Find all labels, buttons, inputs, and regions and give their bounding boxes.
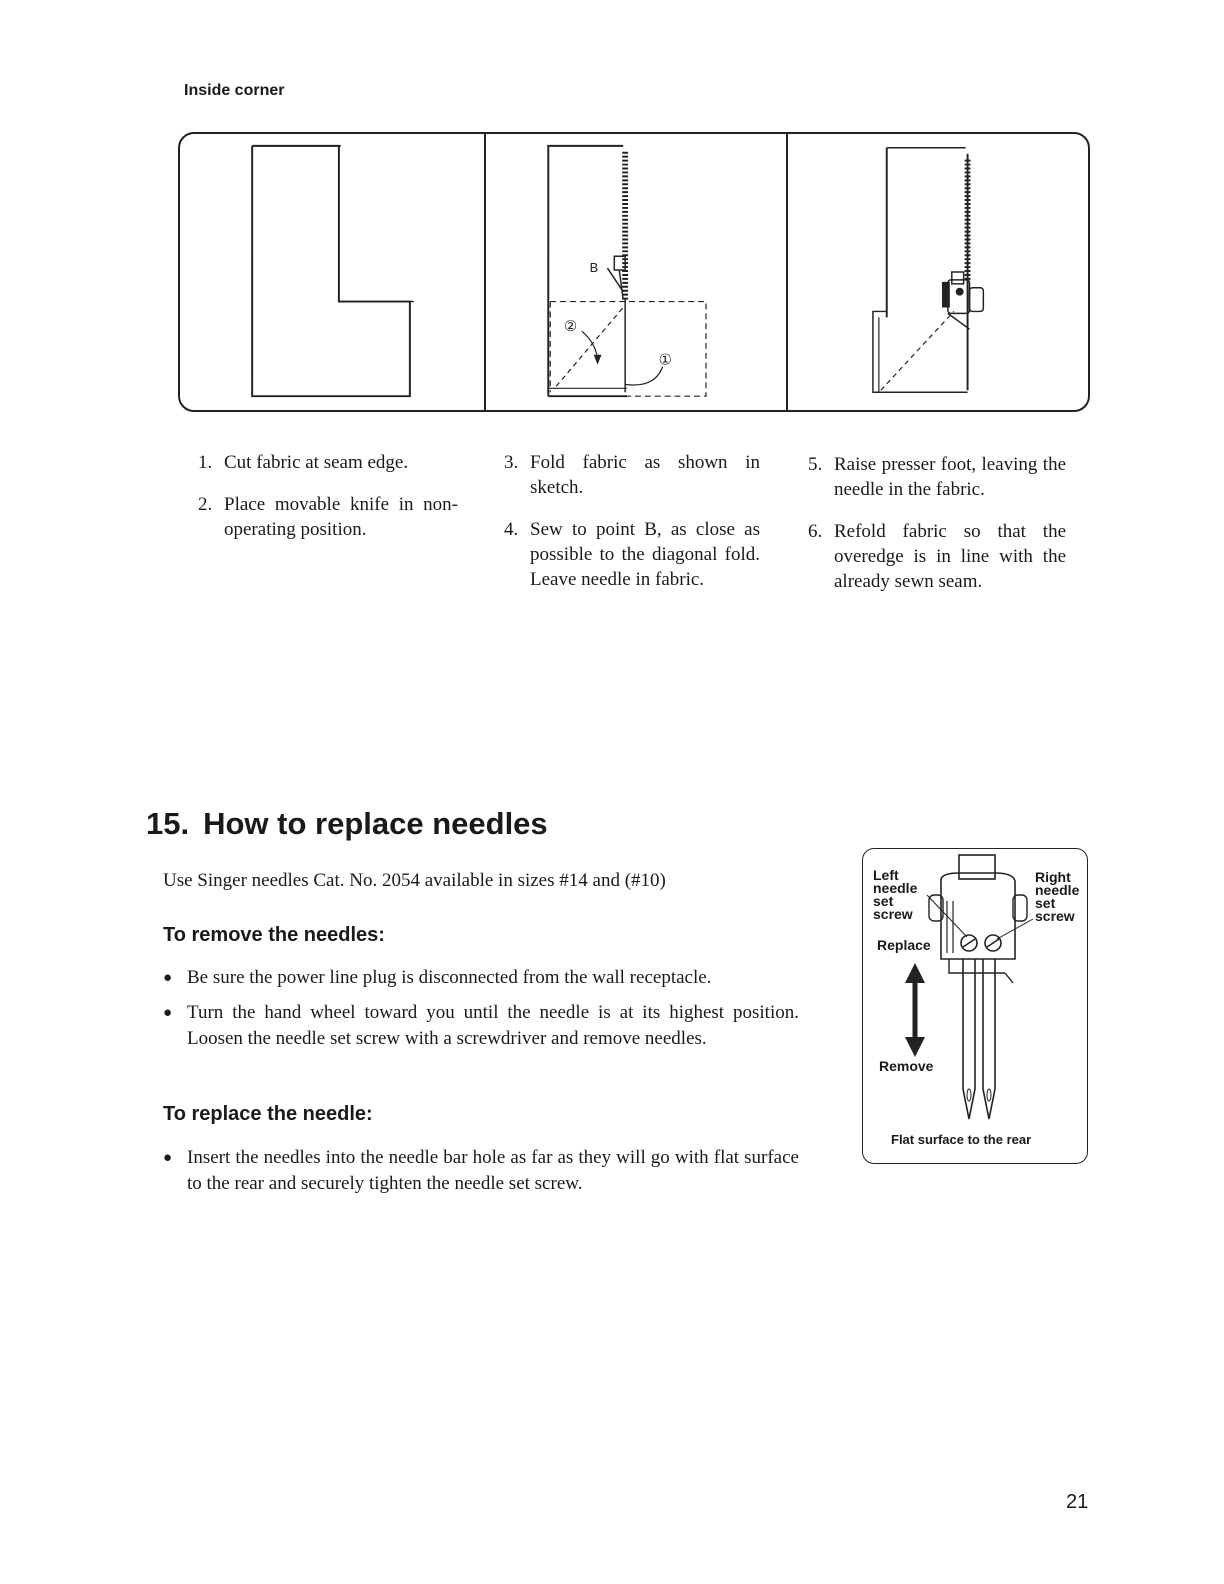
remove-bullets xyxy=(163,965,799,1061)
list-item xyxy=(163,1000,799,1052)
flat-surface-label: Flat surface to the rear xyxy=(891,1132,1032,1147)
bullet-icon: ● xyxy=(163,1005,173,1021)
step-item xyxy=(198,492,458,542)
step-number: 6. xyxy=(808,521,823,542)
step-text: Fold fabric as shown in sketch. xyxy=(530,452,760,498)
remove-label: Remove xyxy=(879,1058,934,1074)
step-number: 1. xyxy=(198,452,213,473)
remove-subheading: To remove the needles: xyxy=(163,924,385,946)
fold-drawing xyxy=(486,134,786,410)
section-label: Inside corner xyxy=(184,82,285,99)
section-heading xyxy=(146,806,548,842)
right-set-screw-label: Right needle set screw xyxy=(1035,869,1080,924)
step-text: Raise presser foot, leaving the needle in the fabric. xyxy=(834,454,1066,500)
needle-diagram xyxy=(862,848,1088,1164)
steps-column-1 xyxy=(198,450,458,559)
step-text: Place movable knife in non-operating position. xyxy=(224,494,458,540)
replace-label: Replace xyxy=(877,937,931,953)
step-item xyxy=(504,517,760,592)
left-set-screw-label: Left needle set screw xyxy=(873,867,918,922)
step-item xyxy=(504,450,760,500)
replace-subheading: To replace the needle: xyxy=(163,1103,373,1125)
replace-bullets xyxy=(163,1145,799,1206)
marker-1: ① xyxy=(658,351,672,369)
step-number: 2. xyxy=(198,494,213,515)
page-number: 21 xyxy=(1066,1491,1089,1513)
marker-b: B xyxy=(589,260,599,275)
step-number: 3. xyxy=(504,452,519,473)
figure-fold-fabric xyxy=(486,134,788,410)
step-number: 5. xyxy=(808,454,823,475)
step-number: 4. xyxy=(504,519,519,540)
step-item xyxy=(198,450,458,475)
section-title: How to replace needles xyxy=(203,806,548,841)
inside-corner-figures xyxy=(178,132,1090,412)
bullet-text: Insert the needles into the needle bar hole as far as they will go with flat surface to the rear and securely tighten the needle set screw. xyxy=(187,1147,799,1194)
bullet-icon: ● xyxy=(163,970,173,986)
step-item xyxy=(808,452,1066,502)
bullet-text: Turn the hand wheel toward you until the needle is at its highest position. Loosen the needle set screw with a screwdriver and remove needles. xyxy=(187,1002,799,1049)
refold-drawing xyxy=(788,134,1088,410)
section-number: 15. xyxy=(146,806,190,841)
intro-text: Use Singer needles Cat. No. 2054 available in sizes #14 and (#10) xyxy=(163,870,666,891)
step-text: Cut fabric at seam edge. xyxy=(224,452,409,473)
bullet-text: Be sure the power line plug is disconnected from the wall receptacle. xyxy=(187,967,712,988)
list-item xyxy=(163,965,799,991)
steps-column-2 xyxy=(504,450,760,609)
marker-2: ② xyxy=(564,318,578,336)
step-text: Refold fabric so that the overedge is in line with the already sewn seam. xyxy=(834,521,1066,592)
figure-refold-fabric xyxy=(788,134,1088,410)
bullet-icon: ● xyxy=(163,1150,173,1166)
list-item xyxy=(163,1145,799,1197)
l-shape-drawing xyxy=(180,134,484,410)
step-item xyxy=(808,519,1066,594)
figure-cut-fabric xyxy=(180,134,486,410)
steps-column-3 xyxy=(808,452,1066,611)
step-text: Sew to point B, as close as possible to the diagonal fold. Leave needle in fabric. xyxy=(530,519,760,590)
